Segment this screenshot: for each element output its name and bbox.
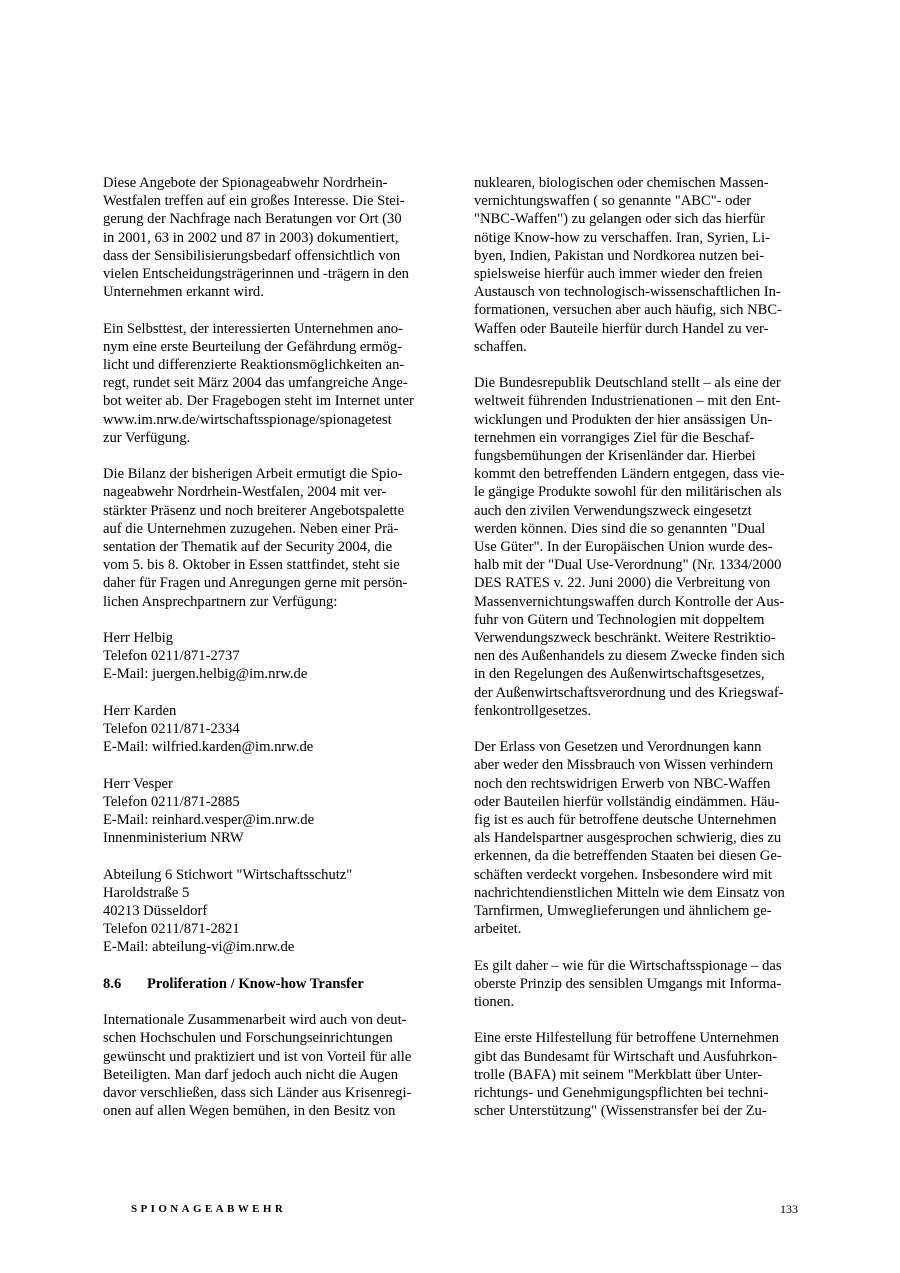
text-line: Innenministerium NRW bbox=[103, 830, 244, 847]
text-line: Tarnfirmen, Umweglieferungen und ähnlichem ge- bbox=[474, 903, 772, 920]
text-line: schaffen. bbox=[474, 338, 527, 355]
text-line: in den Regelungen des Außenwirtschaftsgesetzes, bbox=[474, 666, 765, 683]
text-line: scher Unterstützung" (Wissenstransfer bei der Zu- bbox=[474, 1103, 767, 1120]
section-heading bbox=[103, 975, 429, 993]
contact-block bbox=[103, 629, 429, 684]
text-line: der Außenwirtschaftsverordnung und des Kriegswaf- bbox=[474, 684, 784, 701]
paragraph bbox=[103, 465, 429, 611]
text-line: kommt den betreffenden Ländern entgegen, dass vie- bbox=[474, 466, 785, 483]
text-line: Die Bundesrepublik Deutschland stellt – als eine der bbox=[474, 375, 781, 392]
text-line: Herr Karden bbox=[103, 702, 177, 719]
text-line: halb mit der "Dual Use-Verordnung" (Nr. 1334/2000 bbox=[474, 557, 782, 574]
text-line: Herr Helbig bbox=[103, 630, 174, 647]
text-line: Telefon 0211/871-2334 bbox=[103, 721, 240, 738]
section-title: Proliferation / Know-how Transfer bbox=[147, 975, 364, 992]
running-title: SPIONAGEABWEHR bbox=[131, 1203, 287, 1215]
right-column bbox=[474, 174, 800, 1139]
text-line: Massenvernichtungswaffen durch Kontrolle der Aus- bbox=[474, 593, 785, 610]
text-line: E-Mail: juergen.helbig@im.nrw.de bbox=[103, 666, 308, 683]
text-line: bot weiter ab. Der Fragebogen steht im Internet unter bbox=[103, 393, 414, 410]
section-number: 8.6 bbox=[103, 975, 122, 992]
text-line: vernichtungswaffen ( so genannte "ABC"- oder bbox=[474, 193, 752, 210]
text-line: zur Verfügung. bbox=[103, 429, 191, 446]
text-line: richtungs- und Genehmigungspflichten bei techni- bbox=[474, 1085, 769, 1102]
text-line: in 2001, 63 in 2002 und 87 in 2003) dokumentiert, bbox=[103, 229, 399, 246]
text-line: "NBC-Waffen") zu gelangen oder sich das hierfür bbox=[474, 211, 765, 228]
paragraph bbox=[474, 174, 800, 356]
text-line: Ein Selbsttest, der interessierten Unternehmen ano- bbox=[103, 320, 403, 337]
text-line: schen Hochschulen und Forschungseinrichtungen bbox=[103, 1030, 393, 1047]
paragraph bbox=[103, 1011, 429, 1120]
page-number: 133 bbox=[780, 1202, 798, 1216]
text-line: nachrichtendienstlichen Mitteln wie dem Einsatz von bbox=[474, 884, 785, 901]
text-line: Verwendungszweck beschränkt. Weitere Restriktio- bbox=[474, 630, 776, 647]
text-line: gewünscht und praktiziert und ist von Vorteil für alle bbox=[103, 1048, 412, 1065]
text-line: regt, rundet seit März 2004 das umfangreiche Ange- bbox=[103, 375, 408, 392]
text-line: onen auf allen Wegen bemühen, in den Besitz von bbox=[103, 1103, 396, 1120]
text-line: Westfalen treffen auf ein großes Interesse. Die Stei- bbox=[103, 193, 405, 210]
text-line: fuhr von Gütern und Technologien mit doppeltem bbox=[474, 611, 765, 628]
text-line: vielen Entscheidungsträgerinnen und -trägern in den bbox=[103, 266, 409, 283]
text-line: werden können. Dies sind die so genannten "Dual bbox=[474, 520, 766, 537]
text-line: erkennen, da die betreffenden Staaten bei diesen Ge- bbox=[474, 848, 782, 865]
text-line: 40213 Düsseldorf bbox=[103, 903, 208, 920]
text-line: fungsbemühungen der Krisenländer dar. Hierbei bbox=[474, 448, 756, 465]
text-line: gerung der Nachfrage nach Beratungen vor Ort (30 bbox=[103, 211, 402, 228]
paragraph bbox=[474, 957, 800, 1012]
text-line: Austausch von technologisch-wissenschaftlichen In- bbox=[474, 284, 781, 301]
text-line: Waffen oder Bauteile hierfür durch Handel zu ver- bbox=[474, 320, 769, 337]
address-block bbox=[103, 866, 429, 957]
text-line: byen, Indien, Pakistan und Nordkorea nutzen bei- bbox=[474, 247, 765, 264]
text-line: ternehmen ein vorrangiges Ziel für die Beschaf- bbox=[474, 429, 755, 446]
text-line: Beteiligten. Man darf jedoch auch nicht die Augen bbox=[103, 1066, 399, 1083]
text-line: als Handelspartner ausgesprochen schwierig, dies zu bbox=[474, 830, 782, 847]
text-line: stärkter Präsenz und noch breiterer Angebotspalette bbox=[103, 502, 405, 519]
text-line: nageabwehr Nordrhein-Westfalen, 2004 mit ver- bbox=[103, 484, 387, 501]
text-line: noch den rechtswidrigen Erwerb von NBC-Waffen bbox=[474, 775, 771, 792]
text-line: Diese Angebote der Spionageabwehr Nordrhein- bbox=[103, 175, 388, 191]
text-line: sentation der Thematik auf der Security 2004, die bbox=[103, 539, 393, 556]
text-line: gibt das Bundesamt für Wirtschaft und Ausfuhrkon- bbox=[474, 1048, 778, 1065]
text-line: Internationale Zusammenarbeit wird auch von deut- bbox=[103, 1012, 407, 1029]
text-line: fenkontrollgesetzes. bbox=[474, 702, 592, 719]
text-line: trolle (BAFA) mit seinem "Merkblatt über Unter- bbox=[474, 1066, 763, 1083]
text-line: Herr Vesper bbox=[103, 775, 173, 792]
text-line: Eine erste Hilfestellung für betroffene Unternehmen bbox=[474, 1030, 779, 1047]
text-line: fig ist es auch für betroffene deutsche Unternehmen bbox=[474, 812, 777, 829]
text-line: E-Mail: wilfried.karden@im.nrw.de bbox=[103, 739, 314, 756]
text-line: Es gilt daher – wie für die Wirtschaftsspionage – das bbox=[474, 957, 782, 974]
text-line: tionen. bbox=[474, 994, 515, 1011]
text-line: vom 5. bis 8. Oktober in Essen stattfindet, steht sie bbox=[103, 557, 400, 574]
text-line: Telefon 0211/871-2821 bbox=[103, 921, 240, 938]
text-line: oberste Prinzip des sensiblen Umgangs mit Informa- bbox=[474, 975, 782, 992]
text-line: schäften verdeckt vorgehen. Insbesondere wird mit bbox=[474, 866, 772, 883]
paragraph bbox=[103, 320, 429, 447]
text-line: Der Erlass von Gesetzen und Verordnungen kann bbox=[474, 739, 762, 756]
text-line: spielsweise hierfür auch immer wieder den freien bbox=[474, 266, 763, 283]
contact-block bbox=[103, 775, 429, 848]
text-line: www.im.nrw.de/wirtschaftsspionage/spionagetest bbox=[103, 411, 392, 428]
text-line: Use Güter". In der Europäischen Union wurde des- bbox=[474, 539, 773, 556]
text-line: auch den zivilen Verwendungszweck eingesetzt bbox=[474, 502, 752, 519]
contact-block bbox=[103, 702, 429, 757]
text-line: davor verschließen, dass sich Länder aus Krisenregi- bbox=[103, 1085, 412, 1102]
text-line: arbeitet. bbox=[474, 921, 522, 938]
text-line: formationen, versuchen aber auch häufig, sich NBC- bbox=[474, 302, 782, 319]
text-line: nötige Know-how zu verschaffen. Iran, Syrien, Li- bbox=[474, 229, 770, 246]
text-line: dass der Sensibilisierungsbedarf offensichtlich von bbox=[103, 247, 401, 264]
text-line: le gängige Produkte sowohl für den militärischen als bbox=[474, 484, 782, 501]
text-line: Unternehmen erkannt wird. bbox=[103, 284, 264, 301]
text-line: nym eine erste Beurteilung der Gefährdung ermög- bbox=[103, 338, 403, 355]
paragraph bbox=[103, 174, 429, 301]
text-line: Haroldstraße 5 bbox=[103, 884, 190, 901]
text-line: Telefon 0211/871-2737 bbox=[103, 648, 240, 665]
text-line: weltweit führenden Industrienationen – mit den Ent- bbox=[474, 393, 781, 410]
text-line: auf die Unternehmen zuzugehen. Neben einer Prä- bbox=[103, 520, 399, 537]
text-line: aber weder den Missbrauch von Wissen verhindern bbox=[474, 757, 774, 774]
text-line: nen des Außenhandels zu diesem Zwecke finden sich bbox=[474, 648, 785, 665]
text-line: E-Mail: reinhard.vesper@im.nrw.de bbox=[103, 812, 315, 829]
text-line: wicklungen und Produkten der hier ansässigen Un- bbox=[474, 411, 773, 428]
text-line: licht und differenzierte Reaktionsmöglichkeiten an- bbox=[103, 357, 405, 374]
text-line: oder Bauteilen hierfür vollständig eindämmen. Häu- bbox=[474, 793, 780, 810]
paragraph bbox=[474, 1029, 800, 1120]
paragraph bbox=[474, 374, 800, 720]
paragraph bbox=[474, 738, 800, 938]
text-line: E-Mail: abteilung-vi@im.nrw.de bbox=[103, 939, 295, 956]
text-line: DES RATES v. 22. Juni 2000) die Verbreitung von bbox=[474, 575, 771, 592]
text-line: Abteilung 6 Stichwort "Wirtschaftsschutz" bbox=[103, 866, 353, 883]
text-line: daher für Fragen und Anregungen gerne mit persön- bbox=[103, 575, 408, 592]
text-line: Telefon 0211/871-2885 bbox=[103, 793, 240, 810]
text-line: Die Bilanz der bisherigen Arbeit ermutigt die Spio- bbox=[103, 466, 403, 483]
text-line: lichen Ansprechpartnern zur Verfügung: bbox=[103, 593, 338, 610]
left-column bbox=[103, 174, 429, 1139]
text-line: nuklearen, biologischen oder chemischen Massen- bbox=[474, 175, 769, 191]
